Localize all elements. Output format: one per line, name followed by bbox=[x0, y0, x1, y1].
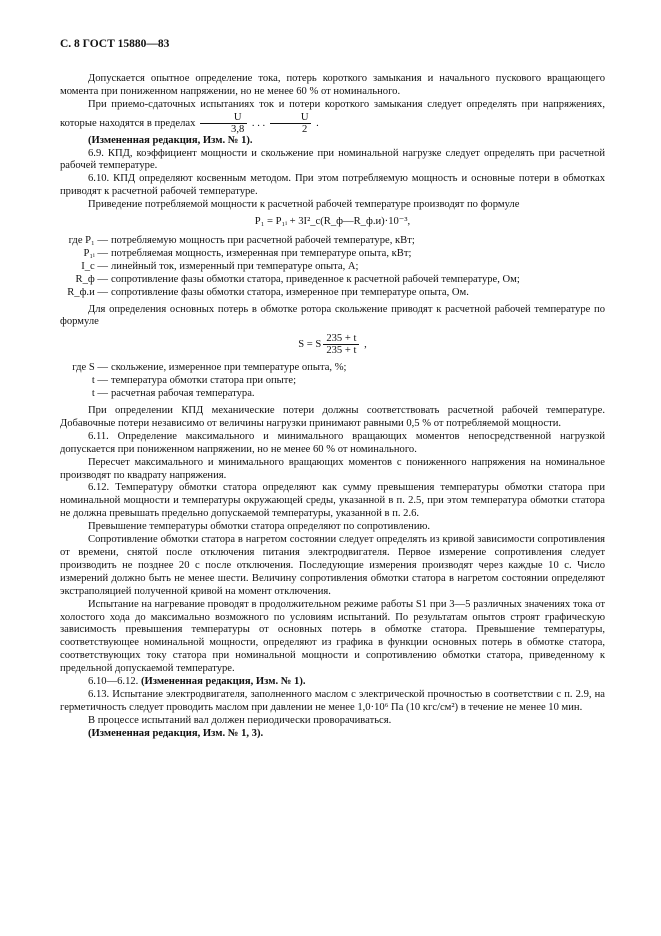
paragraph-reduced-voltage: Допускается опытное определение тока, потерь короткого замыкания и начального пускового вращающего момента при пониженном напряжении, но не менее 60 % от номинального. bbox=[60, 72, 605, 97]
definition-row: t — температура обмотки статора при опыте; bbox=[91, 375, 297, 387]
definition-row: R_ф — сопротивление фазы обмотки статора, приведенное к расчетной рабочей температуре, Ом; bbox=[75, 273, 520, 285]
fraction-u-over-2: $\frac{U}{2}$ bbox=[270, 112, 312, 135]
amendment-note-3: (Измененная редакция, Изм. № 1, 3). bbox=[88, 727, 264, 739]
fraction-u-over-3-8: $\frac{U}{3,8}$ bbox=[200, 112, 247, 135]
clause-6-10: 6.10. КПД определяют косвенным методом. При этом потребляемую мощность и основные потери в обмотках приводят к расчетной рабочей температуре. bbox=[60, 173, 605, 198]
definition-row: где S — скольжение, измеренное при температуре опыта, %; bbox=[72, 362, 347, 374]
paragraph-slip: Для определения основных потерь в обмотке ротора скольжение приводят к расчетной рабочей температуре по формуле bbox=[60, 303, 605, 328]
clause-6-12: 6.12. Температуру обмотки статора определяют как сумму превышения температуры обмотки статора при номинальной мощности и температуры окружающей среды, указанной в п. 2.5, при этом температура обмотки статора не должна превышать предельно допускаемой температуры, указанной в п. 2.6. bbox=[60, 482, 605, 520]
page-header: С. 8 ГОСТ 15880—83 bbox=[60, 38, 170, 50]
definition-row: R_ф.и — сопротивление фазы обмотки статора, измеренное при температуре опыта, Ом. bbox=[67, 286, 469, 298]
paragraph-mechanical-losses: При определении КПД механические потери должны соответствовать расчетной рабочей температуре. Добавочные потери независимо от величины нагрузки принимают равными 0,5 % от потребляемой мощности. bbox=[60, 405, 605, 429]
definitions-slip bbox=[60, 362, 605, 401]
paragraph-heating-test: Испытание на нагревание проводят в продолжительном режиме работы S1 при 3—5 различных значениях тока от холостого хода до максимально возможного по условиям испытаний. По результатам опытов строят графическую зависимость превышения температуры от основных потерь в обмотке статора. Превышение температуры, соответствующее номинальной мощности, определяют из графика в функции основных потерь в обмотке статора, соответствующих току статора при номинальной мощности и сопротивлению обмотки статора, приведенному к предельной допускаемой температуре. bbox=[60, 598, 605, 675]
amendment-note-1: (Измененная редакция, Изм. № 1). bbox=[88, 134, 253, 146]
definitions-power bbox=[60, 235, 605, 300]
paragraph-power-reduction: Приведение потребляемой мощности к расчетной рабочей температуре производят по формуле bbox=[88, 199, 520, 211]
paragraph-temperature-rise: Превышение температуры обмотки статора определяют по сопротивлению. bbox=[88, 521, 431, 533]
definition-row: I_c — линейный ток, измеренный при температуре опыта, А; bbox=[81, 260, 359, 272]
clause-6-9: 6.9. КПД, коэффициент мощности и скольжение при номинальной нагрузке следует определять при расчетной рабочей температуре. bbox=[60, 147, 605, 172]
definition-row: P₁ᵢ — потребляемая мощность, измеренная при температуре опыта, кВт; bbox=[83, 247, 412, 259]
paragraph-resistance: Сопротивление обмотки статора в нагретом состоянии следует определять из кривой зависимости сопротивления от времени, снятой после отключения питания электродвигателя. Первое измерение сопротивления следует производить не позднее 20 с после отключения. Последующие измерения производят через каждые 10 с. Число измерений должно быть не менее шести. Величину сопротивления обмотки статора в нагретом состоянии определяют экстраполяцией полученной кривой на момент отключения. bbox=[60, 534, 605, 597]
formula-slip: S = S $\frac{235 + t}{235 + t}$ , bbox=[298, 333, 367, 357]
paragraph-acceptance-tests: При приемо-сдаточных испытаниях ток и потери короткого замыкания следует определять при напряжениях, которые находятся в пределах $\frac{U}{3,8}$ . . . $\frac{U}{2}$ . bbox=[60, 98, 605, 135]
paragraph-shaft: В процессе испытаний вал должен периодически проворачиваться. bbox=[88, 714, 392, 726]
paragraph-torque-recalc: Пересчет максимального и минимального вращающих моментов с пониженного напряжения на номинальное производят по квадрату напряжения. bbox=[60, 456, 605, 481]
formula-power: P₁ = P₁ᵢ + 3I²_c(R_ф—R_ф.и)·10⁻³, bbox=[254, 216, 411, 228]
clause-6-11: 6.11. Определение максимального и минимального вращающих моментов непосредственной нагрузкой допускается при пониженном напряжении, но не менее 60 % от номинального. bbox=[60, 430, 605, 455]
document-page bbox=[60, 38, 605, 741]
amendment-note-2: 6.10—6.12. (Измененная редакция, Изм. № 1). bbox=[88, 676, 306, 688]
definition-row: где P₁ — потребляемую мощность при расчетной рабочей температуре, кВт; bbox=[68, 234, 415, 246]
definition-row: t — расчетная рабочая температура. bbox=[91, 388, 255, 400]
fraction-temperature: $\frac{235 + t}{235 + t}$ bbox=[323, 333, 359, 356]
clause-6-13: 6.13. Испытание электродвигателя, заполненного маслом с электрической прочностью в соответствии с п. 2.9, на герметичность следует проводить маслом при давлении не менее 1,0·10⁶ Па (10 кгс/см²) в течение не менее 10 мин. bbox=[60, 688, 605, 713]
